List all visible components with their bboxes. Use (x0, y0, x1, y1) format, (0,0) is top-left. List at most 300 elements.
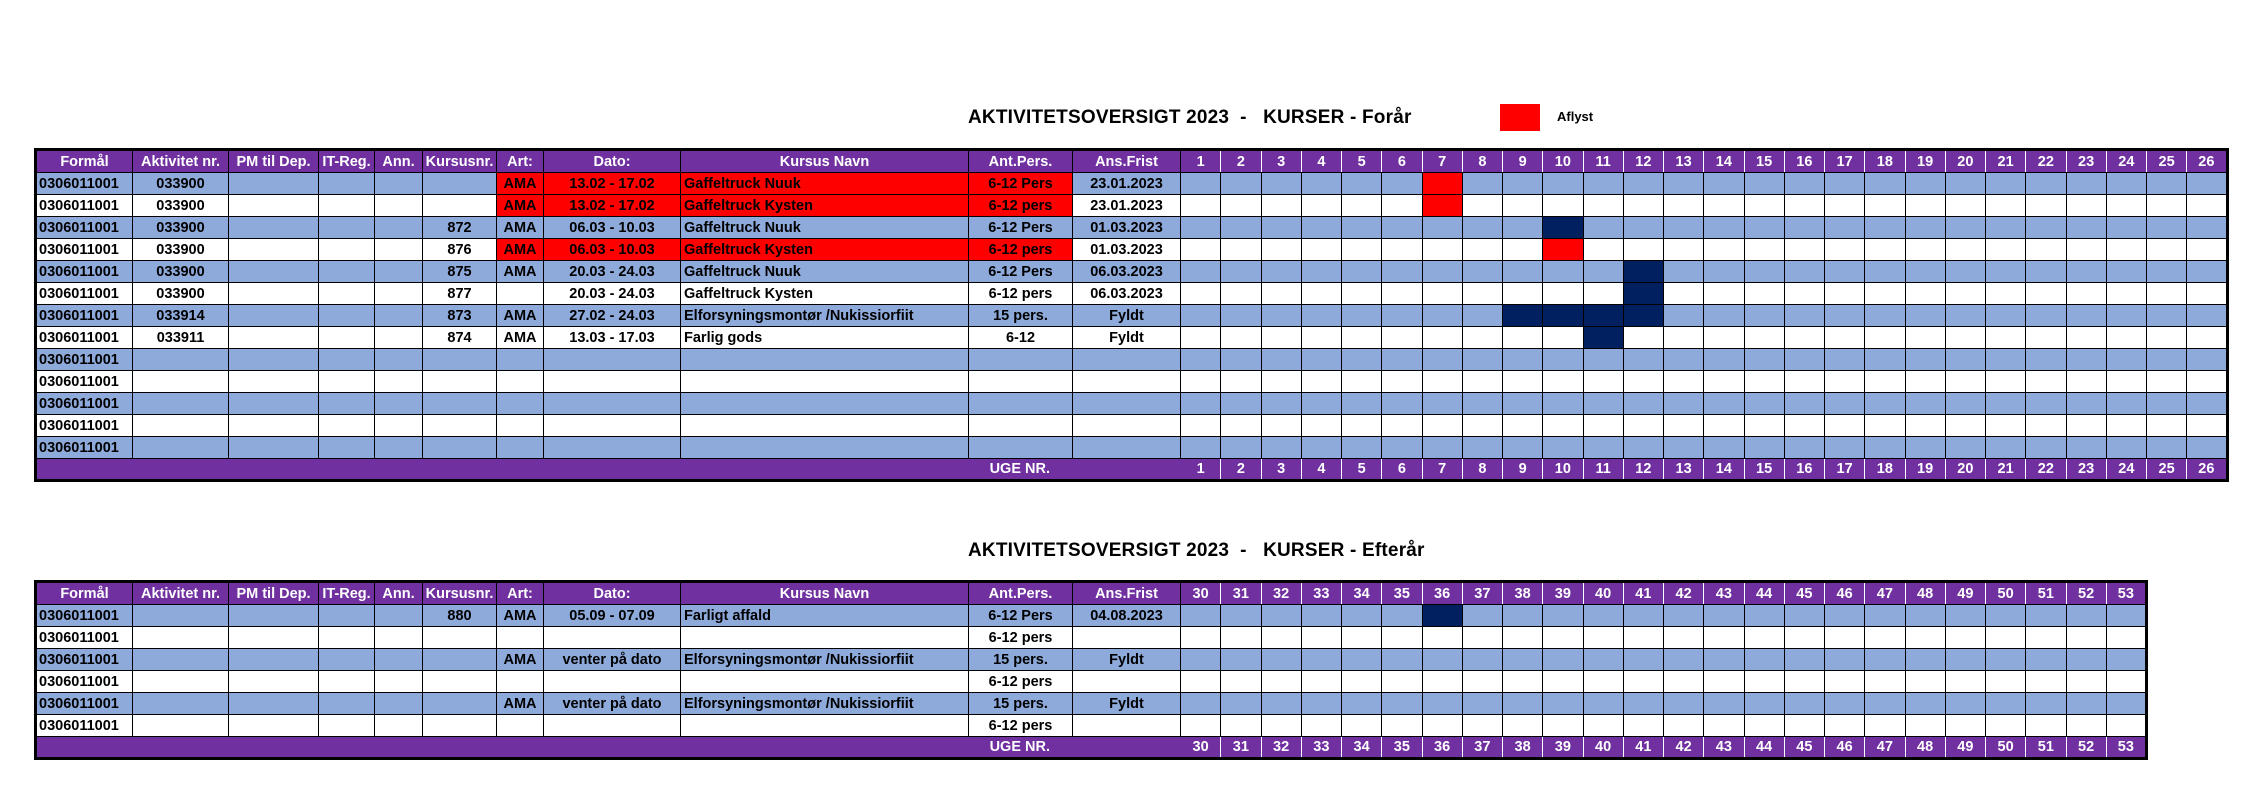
week-cell-30 (1181, 715, 1221, 737)
header-week-7: 7 (1422, 150, 1462, 173)
week-cell-40 (1583, 715, 1623, 737)
header-week-12: 12 (1623, 150, 1663, 173)
header-ann: Ann. (375, 150, 423, 173)
week-cell-25 (2147, 283, 2187, 305)
cell-ann (375, 393, 423, 415)
cell-ant-pers: 6-12 Pers (969, 173, 1073, 195)
week-cell-23 (2066, 173, 2106, 195)
cell-aktivitet-nr (133, 415, 229, 437)
cell-kursus-navn: Gaffeltruck Kysten (681, 283, 969, 305)
week-cell-1 (1181, 437, 1221, 459)
week-cell-2 (1221, 305, 1261, 327)
footer-week-6: 6 (1382, 459, 1422, 481)
footer-week-26: 26 (2187, 459, 2227, 481)
week-cell-53 (2106, 649, 2146, 671)
week-cell-36 (1422, 627, 1462, 649)
header-week-19: 19 (1905, 150, 1945, 173)
week-cell-19 (1905, 371, 1945, 393)
cell-ann (375, 239, 423, 261)
cell-formal: 0306011001 (36, 437, 133, 459)
week-cell-14 (1704, 195, 1744, 217)
week-cell-9 (1503, 415, 1543, 437)
week-cell-12 (1623, 239, 1663, 261)
footer-week-39: 39 (1543, 737, 1583, 759)
cell-ant-pers: 6-12 pers (969, 627, 1073, 649)
week-cell-37 (1462, 605, 1502, 627)
cell-art (497, 437, 544, 459)
cell-ans-frist: 23.01.2023 (1073, 195, 1181, 217)
week-cell-10 (1543, 283, 1583, 305)
footer-week-36: 36 (1422, 737, 1462, 759)
week-cell-47 (1865, 627, 1905, 649)
week-cell-4 (1301, 217, 1341, 239)
header-week-36: 36 (1422, 582, 1462, 605)
week-cell-45 (1784, 649, 1824, 671)
footer-week-48: 48 (1905, 737, 1945, 759)
week-cell-25 (2147, 393, 2187, 415)
week-cell-21 (1986, 415, 2026, 437)
cell-kursus-navn: Farligt affald (681, 605, 969, 627)
week-cell-45 (1784, 671, 1824, 693)
week-cell-19 (1905, 283, 1945, 305)
week-cell-47 (1865, 693, 1905, 715)
week-cell-25 (2147, 217, 2187, 239)
week-cell-9 (1503, 393, 1543, 415)
week-cell-3 (1261, 239, 1301, 261)
header-week-8: 8 (1462, 150, 1502, 173)
week-cell-44 (1744, 671, 1784, 693)
week-cell-20 (1945, 173, 1985, 195)
week-cell-44 (1744, 715, 1784, 737)
week-cell-17 (1825, 349, 1865, 371)
week-cell-7 (1422, 371, 1462, 393)
week-cell-25 (2147, 415, 2187, 437)
header-week-43: 43 (1704, 582, 1744, 605)
header-week-14: 14 (1704, 150, 1744, 173)
header-kursusnr: Kursusnr. (423, 582, 497, 605)
week-cell-23 (2066, 327, 2106, 349)
week-cell-6 (1382, 349, 1422, 371)
week-cell-52 (2066, 671, 2106, 693)
week-cell-47 (1865, 715, 1905, 737)
cell-kursusnr (423, 195, 497, 217)
cell-ant-pers: 6-12 pers (969, 195, 1073, 217)
week-cell-40 (1583, 627, 1623, 649)
cell-pm-til-dep (229, 173, 319, 195)
footer-week-47: 47 (1865, 737, 1905, 759)
week-cell-22 (2026, 239, 2066, 261)
week-cell-31 (1221, 649, 1261, 671)
week-cell-13 (1664, 261, 1704, 283)
week-cell-6 (1382, 305, 1422, 327)
header-pm-til-dep: PM til Dep. (229, 582, 319, 605)
week-cell-20 (1945, 283, 1985, 305)
course-row (36, 627, 2147, 649)
week-cell-42 (1664, 627, 1704, 649)
cell-pm-til-dep (229, 261, 319, 283)
cell-it-reg (319, 627, 375, 649)
cell-art: AMA (497, 693, 544, 715)
cell-kursusnr (423, 393, 497, 415)
week-cell-14 (1704, 371, 1744, 393)
cell-kursusnr: 874 (423, 327, 497, 349)
cell-dato (544, 349, 681, 371)
footer-week-16: 16 (1784, 459, 1824, 481)
week-cell-49 (1945, 649, 1985, 671)
week-cell-32 (1261, 715, 1301, 737)
week-cell-24 (2106, 305, 2146, 327)
week-cell-22 (2026, 415, 2066, 437)
week-cell-31 (1221, 627, 1261, 649)
week-cell-3 (1261, 371, 1301, 393)
cell-dato: 20.03 - 24.03 (544, 261, 681, 283)
week-cell-48 (1905, 649, 1945, 671)
footer-week-53: 53 (2106, 737, 2146, 759)
cell-it-reg (319, 437, 375, 459)
week-cell-4 (1301, 305, 1341, 327)
week-cell-20 (1945, 327, 1985, 349)
cell-ans-frist (1073, 393, 1181, 415)
week-cell-9 (1503, 437, 1543, 459)
week-cell-14 (1704, 239, 1744, 261)
header-week-15: 15 (1744, 150, 1784, 173)
week-cell-31 (1221, 715, 1261, 737)
cell-it-reg (319, 415, 375, 437)
header-aktivitet-nr: Aktivitet nr. (133, 150, 229, 173)
week-cell-17 (1825, 261, 1865, 283)
footer-week-52: 52 (2066, 737, 2106, 759)
week-cell-13 (1664, 349, 1704, 371)
footer-week-31: 31 (1221, 737, 1261, 759)
week-cell-17 (1825, 305, 1865, 327)
cell-art (497, 715, 544, 737)
week-cell-6 (1382, 283, 1422, 305)
cell-ans-frist (1073, 715, 1181, 737)
autumn-schedule-table (34, 580, 2148, 760)
week-cell-40 (1583, 693, 1623, 715)
week-cell-51 (2026, 693, 2066, 715)
cell-pm-til-dep (229, 649, 319, 671)
week-cell-52 (2066, 715, 2106, 737)
week-cell-22 (2026, 327, 2066, 349)
week-cell-25 (2147, 305, 2187, 327)
cell-ann (375, 195, 423, 217)
footer-week-14: 14 (1704, 459, 1744, 481)
week-cell-43 (1704, 649, 1744, 671)
week-cell-20 (1945, 415, 1985, 437)
week-cell-24 (2106, 393, 2146, 415)
week-cell-8 (1462, 239, 1502, 261)
cell-pm-til-dep (229, 715, 319, 737)
cell-aktivitet-nr: 033911 (133, 327, 229, 349)
week-cell-38 (1503, 693, 1543, 715)
header-week-16: 16 (1784, 150, 1824, 173)
cell-ant-pers: 15 pers. (969, 305, 1073, 327)
week-cell-13 (1664, 173, 1704, 195)
week-cell-46 (1825, 693, 1865, 715)
cell-formal: 0306011001 (36, 327, 133, 349)
week-cell-18 (1865, 173, 1905, 195)
week-cell-37 (1462, 627, 1502, 649)
week-cell-23 (2066, 415, 2106, 437)
cell-ans-frist: 01.03.2023 (1073, 217, 1181, 239)
week-cell-17 (1825, 437, 1865, 459)
week-cell-17 (1825, 195, 1865, 217)
week-cell-13 (1664, 415, 1704, 437)
header-dato: Dato: (544, 150, 681, 173)
week-cell-38 (1503, 649, 1543, 671)
week-cell-3 (1261, 261, 1301, 283)
cell-ant-pers: 6-12 Pers (969, 261, 1073, 283)
week-cell-15 (1744, 305, 1784, 327)
header-week-23: 23 (2066, 150, 2106, 173)
week-cell-5 (1342, 349, 1382, 371)
header-week-53: 53 (2106, 582, 2146, 605)
week-cell-31 (1221, 671, 1261, 693)
week-cell-37 (1462, 693, 1502, 715)
week-cell-12 (1623, 415, 1663, 437)
course-row (36, 693, 2147, 715)
week-cell-16 (1784, 173, 1824, 195)
header-week-45: 45 (1784, 582, 1824, 605)
week-cell-21 (1986, 305, 2026, 327)
cell-formal: 0306011001 (36, 715, 133, 737)
week-cell-3 (1261, 173, 1301, 195)
cell-dato: 06.03 - 10.03 (544, 239, 681, 261)
cell-formal: 0306011001 (36, 393, 133, 415)
week-cell-10 (1543, 415, 1583, 437)
cell-pm-til-dep (229, 393, 319, 415)
week-cell-17 (1825, 393, 1865, 415)
cell-aktivitet-nr: 033900 (133, 195, 229, 217)
week-cell-26 (2187, 239, 2227, 261)
cell-ann (375, 371, 423, 393)
footer-week-5: 5 (1342, 459, 1382, 481)
cell-ant-pers: 6-12 pers (969, 283, 1073, 305)
week-cell-24 (2106, 283, 2146, 305)
week-cell-23 (2066, 217, 2106, 239)
footer-week-17: 17 (1825, 459, 1865, 481)
footer-week-13: 13 (1664, 459, 1704, 481)
cell-pm-til-dep (229, 217, 319, 239)
week-cell-23 (2066, 261, 2106, 283)
cell-formal: 0306011001 (36, 371, 133, 393)
week-cell-11 (1583, 415, 1623, 437)
header-week-48: 48 (1905, 582, 1945, 605)
header-ant-pers: Ant.Pers. (969, 150, 1073, 173)
week-cell-48 (1905, 693, 1945, 715)
week-cell-4 (1301, 195, 1341, 217)
week-cell-23 (2066, 371, 2106, 393)
week-cell-1 (1181, 217, 1221, 239)
week-cell-8 (1462, 437, 1502, 459)
cell-kursus-navn: Elforsyningsmontør /Nukissiorfiit (681, 693, 969, 715)
week-cell-3 (1261, 437, 1301, 459)
cell-it-reg (319, 649, 375, 671)
week-cell-16 (1784, 371, 1824, 393)
week-cell-7 (1422, 437, 1462, 459)
week-cell-50 (1986, 671, 2026, 693)
week-cell-1 (1181, 283, 1221, 305)
week-cell-30 (1181, 605, 1221, 627)
header-dato: Dato: (544, 582, 681, 605)
week-cell-13 (1664, 305, 1704, 327)
header-row (36, 150, 2228, 173)
header-week-20: 20 (1945, 150, 1985, 173)
week-cell-7 (1422, 261, 1462, 283)
header-week-34: 34 (1342, 582, 1382, 605)
cell-pm-til-dep (229, 239, 319, 261)
cell-kursusnr (423, 437, 497, 459)
cell-formal: 0306011001 (36, 217, 133, 239)
week-cell-2 (1221, 349, 1261, 371)
week-cell-2 (1221, 393, 1261, 415)
cell-ans-frist (1073, 349, 1181, 371)
cell-formal: 0306011001 (36, 173, 133, 195)
week-cell-2 (1221, 239, 1261, 261)
week-cell-24 (2106, 327, 2146, 349)
footer-week-3: 3 (1261, 459, 1301, 481)
week-cell-23 (2066, 349, 2106, 371)
cell-it-reg (319, 195, 375, 217)
week-cell-2 (1221, 437, 1261, 459)
week-cell-7 (1422, 195, 1462, 217)
week-cell-33 (1301, 649, 1341, 671)
week-cell-26 (2187, 371, 2227, 393)
week-cell-6 (1382, 327, 1422, 349)
cell-kursusnr: 880 (423, 605, 497, 627)
week-cell-16 (1784, 305, 1824, 327)
cell-aktivitet-nr (133, 605, 229, 627)
footer-week-21: 21 (1986, 459, 2026, 481)
week-cell-15 (1744, 195, 1784, 217)
week-cell-2 (1221, 327, 1261, 349)
cell-kursus-navn: Elforsyningsmontør /Nukissiorfiit (681, 649, 969, 671)
header-week-33: 33 (1301, 582, 1341, 605)
week-cell-36 (1422, 649, 1462, 671)
week-cell-24 (2106, 173, 2146, 195)
header-week-26: 26 (2187, 150, 2227, 173)
week-cell-43 (1704, 627, 1744, 649)
cell-formal: 0306011001 (36, 195, 133, 217)
cell-formal: 0306011001 (36, 627, 133, 649)
week-cell-2 (1221, 173, 1261, 195)
week-cell-48 (1905, 671, 1945, 693)
week-cell-17 (1825, 173, 1865, 195)
week-cell-35 (1382, 605, 1422, 627)
header-week-32: 32 (1261, 582, 1301, 605)
cell-aktivitet-nr (133, 715, 229, 737)
week-cell-2 (1221, 217, 1261, 239)
cell-ans-frist: 06.03.2023 (1073, 261, 1181, 283)
cell-it-reg (319, 715, 375, 737)
cell-ann (375, 283, 423, 305)
week-cell-52 (2066, 627, 2106, 649)
cell-ans-frist (1073, 671, 1181, 693)
week-cell-46 (1825, 605, 1865, 627)
cell-kursusnr (423, 715, 497, 737)
cell-pm-til-dep (229, 693, 319, 715)
week-cell-31 (1221, 693, 1261, 715)
footer-week-32: 32 (1261, 737, 1301, 759)
week-cell-6 (1382, 195, 1422, 217)
cell-ant-pers: 6-12 Pers (969, 217, 1073, 239)
week-cell-20 (1945, 371, 1985, 393)
week-cell-1 (1181, 415, 1221, 437)
cell-kursus-navn (681, 371, 969, 393)
week-cell-6 (1382, 415, 1422, 437)
cell-ans-frist: Fyldt (1073, 305, 1181, 327)
week-cell-24 (2106, 437, 2146, 459)
week-cell-26 (2187, 327, 2227, 349)
week-cell-5 (1342, 327, 1382, 349)
week-cell-11 (1583, 371, 1623, 393)
week-cell-14 (1704, 305, 1744, 327)
cell-kursusnr (423, 627, 497, 649)
week-cell-5 (1342, 393, 1382, 415)
cell-kursusnr (423, 371, 497, 393)
week-cell-8 (1462, 349, 1502, 371)
header-week-13: 13 (1664, 150, 1704, 173)
week-cell-22 (2026, 261, 2066, 283)
header-week-5: 5 (1342, 150, 1382, 173)
cell-kursus-navn (681, 393, 969, 415)
footer-week-22: 22 (2026, 459, 2066, 481)
cell-kursusnr: 877 (423, 283, 497, 305)
week-cell-44 (1744, 693, 1784, 715)
cell-kursus-navn: Gaffeltruck Kysten (681, 195, 969, 217)
week-cell-8 (1462, 327, 1502, 349)
week-cell-39 (1543, 627, 1583, 649)
week-cell-7 (1422, 283, 1462, 305)
week-cell-42 (1664, 693, 1704, 715)
cell-it-reg (319, 349, 375, 371)
week-cell-35 (1382, 715, 1422, 737)
footer-week-19: 19 (1905, 459, 1945, 481)
week-cell-20 (1945, 239, 1985, 261)
week-cell-46 (1825, 715, 1865, 737)
week-cell-31 (1221, 605, 1261, 627)
course-row (36, 649, 2147, 671)
week-cell-21 (1986, 371, 2026, 393)
week-cell-15 (1744, 261, 1784, 283)
week-cell-15 (1744, 349, 1784, 371)
week-cell-20 (1945, 195, 1985, 217)
header-week-52: 52 (2066, 582, 2106, 605)
week-cell-4 (1301, 437, 1341, 459)
week-cell-17 (1825, 327, 1865, 349)
week-cell-50 (1986, 627, 2026, 649)
cell-kursusnr: 873 (423, 305, 497, 327)
week-cell-9 (1503, 305, 1543, 327)
week-cell-15 (1744, 283, 1784, 305)
footer-row (36, 737, 2147, 759)
header-week-35: 35 (1382, 582, 1422, 605)
cell-kursusnr: 876 (423, 239, 497, 261)
cell-aktivitet-nr: 033914 (133, 305, 229, 327)
week-cell-53 (2106, 671, 2146, 693)
week-cell-16 (1784, 349, 1824, 371)
header-art: Art: (497, 582, 544, 605)
week-cell-23 (2066, 195, 2106, 217)
week-cell-48 (1905, 605, 1945, 627)
week-cell-49 (1945, 693, 1985, 715)
week-cell-43 (1704, 693, 1744, 715)
week-cell-5 (1342, 195, 1382, 217)
week-cell-40 (1583, 671, 1623, 693)
footer-week-20: 20 (1945, 459, 1985, 481)
week-cell-43 (1704, 605, 1744, 627)
